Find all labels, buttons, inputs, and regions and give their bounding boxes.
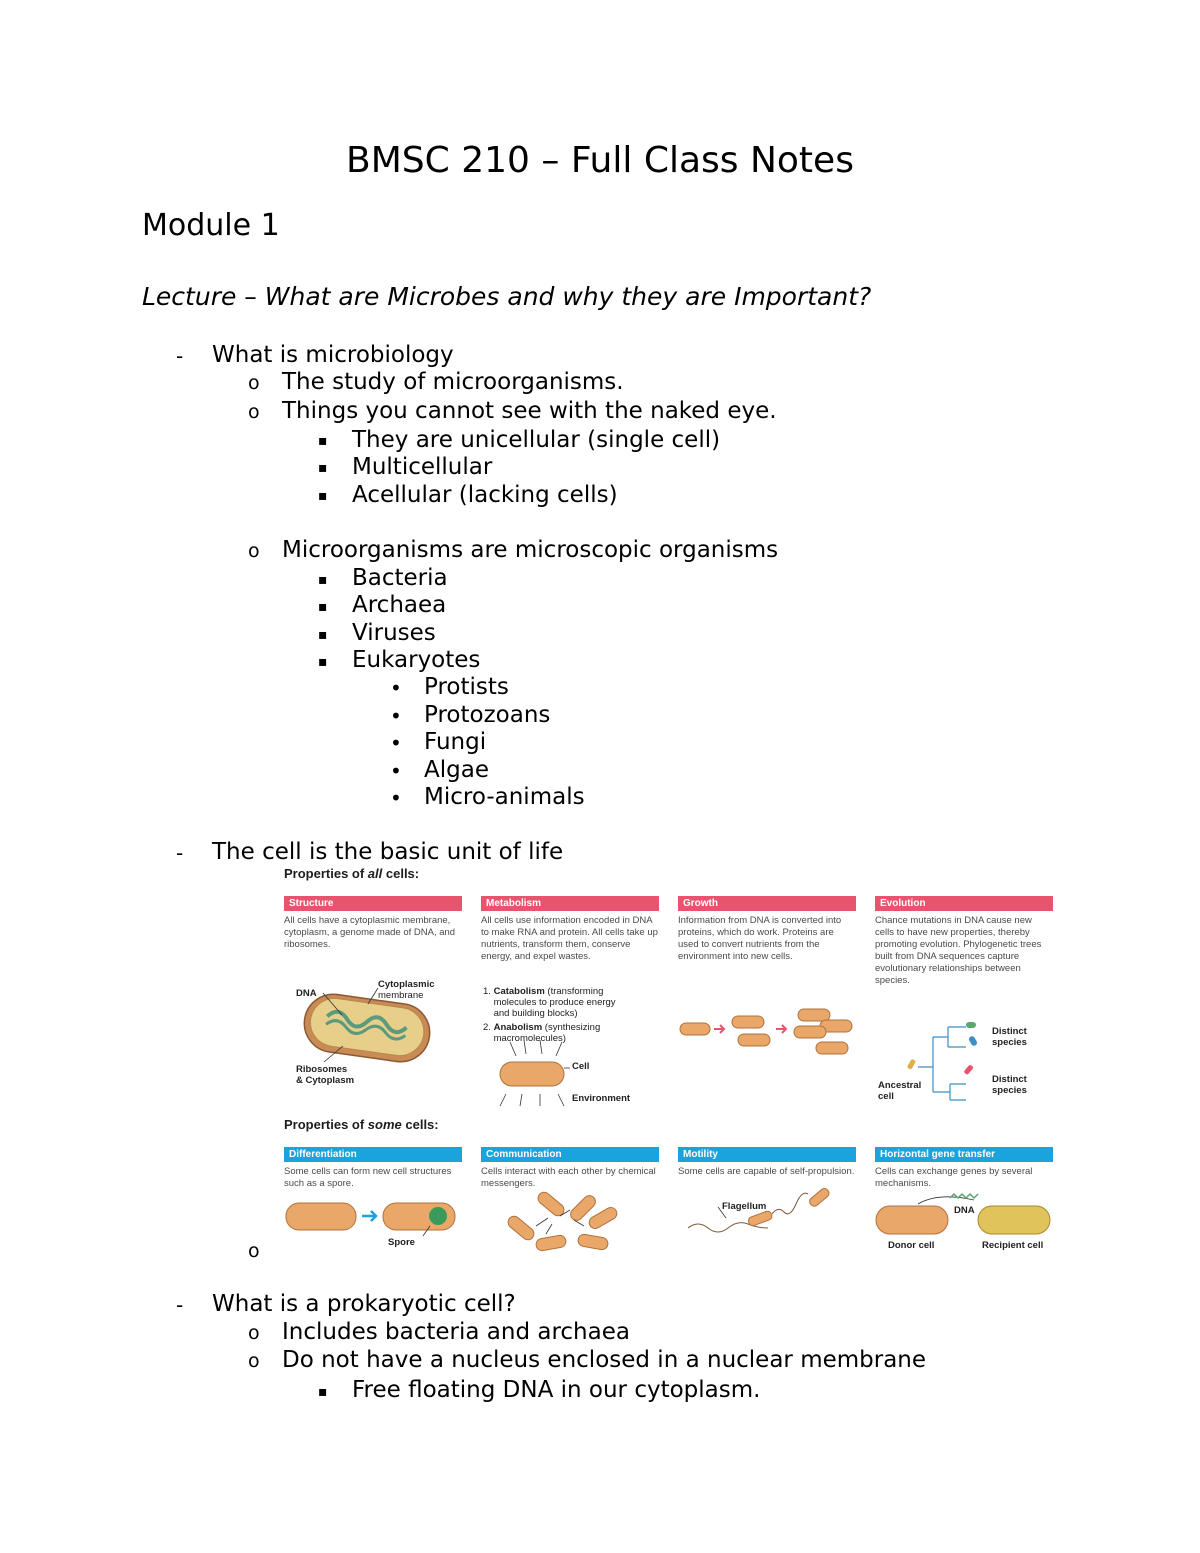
label-flagellum (722, 1201, 766, 1212)
label-text: cell (878, 1091, 894, 1102)
cell-properties-figure (278, 862, 1058, 1262)
label-dna-transfer (954, 1205, 975, 1216)
label-text: Ribosomes (296, 1064, 348, 1075)
module-heading: Module 1 (142, 208, 280, 243)
circle-bullet: o (248, 401, 260, 423)
list-item: The study of microorganisms. (282, 369, 624, 395)
list-item: Archaea (352, 592, 447, 618)
panel-communication (481, 1147, 659, 1190)
document-title: BMSC 210 – Full Class Notes (346, 140, 854, 181)
label-text: Distinct (992, 1026, 1027, 1037)
panel-title: Motility (678, 1147, 856, 1162)
list-item: Protists (424, 674, 509, 700)
square-bullet: ▪ (318, 627, 328, 643)
square-bullet: ▪ (318, 1384, 328, 1400)
square-bullet: ▪ (318, 488, 328, 504)
list-item: Includes bacteria and archaea (282, 1319, 630, 1345)
list-item: What is microbiology (212, 342, 454, 368)
list-item: Viruses (352, 620, 436, 646)
label-distinct-species-2 (992, 1074, 1027, 1096)
panel-evolution (875, 896, 1053, 987)
label-text: membrane (378, 990, 424, 1001)
list-item: Multicellular (352, 454, 493, 480)
heading-part: Properties of (284, 866, 368, 881)
list-item: Fungi (424, 729, 487, 755)
panel-motility (678, 1147, 856, 1178)
label-text: macromolecules) (493, 1033, 566, 1044)
label-text: (transforming (544, 986, 604, 997)
heading-part: Properties of (284, 1117, 368, 1132)
panel-structure (284, 896, 462, 951)
label-text: DNA (296, 988, 317, 999)
dot-bullet: • (390, 786, 402, 810)
panel-text: Cells can exchange genes by several mechanisms. (875, 1166, 1033, 1189)
panel-title: Growth (678, 896, 856, 911)
circle-bullet: o (248, 372, 260, 394)
label-text: Spore (388, 1237, 415, 1248)
label-text: species (992, 1085, 1027, 1096)
label-text: 1. (483, 986, 491, 997)
label-spore (388, 1237, 415, 1248)
list-item: What is a prokaryotic cell? (212, 1291, 516, 1317)
panel-title: Structure (284, 896, 462, 911)
dash-bullet: - (176, 841, 184, 865)
label-text: 2. (483, 1022, 491, 1033)
list-item: They are unicellular (single cell) (352, 427, 721, 453)
panel-text: Some cells can form new cell structures such as a spore. (284, 1166, 452, 1189)
label-text: Ancestral (878, 1080, 922, 1091)
label-dna (296, 988, 317, 999)
label-anabolism (483, 1022, 655, 1044)
panel-text: All cells use information encoded in DNA to make RNA and protein. All cells take up nutrients, transform them, conserve energy, and expel wastes. (481, 915, 658, 962)
label-text: Distinct (992, 1074, 1027, 1085)
label-text: Catabolism (493, 986, 545, 997)
dash-bullet: - (176, 344, 184, 368)
list-item: Acellular (lacking cells) (352, 482, 618, 508)
list-item: Things you cannot see with the naked eye. (282, 398, 777, 424)
label-text: Cytoplasmic (378, 979, 435, 990)
circle-bullet: o (248, 1322, 260, 1344)
panel-title: Horizontal gene transfer (875, 1147, 1053, 1162)
label-ancestral-cell (878, 1080, 921, 1102)
dot-bullet: • (390, 676, 402, 700)
label-recipient-cell (982, 1240, 1043, 1251)
panel-text: Chance mutations in DNA cause new cells to have new properties, thereby promoting evolution. Phylogenetic trees built from DNA sequences capture evolutionary relationships between species. (875, 915, 1042, 986)
label-text: Flagellum (722, 1201, 767, 1212)
panel-growth (678, 896, 856, 963)
heading-emphasis: some (367, 1117, 402, 1132)
circle-bullet: o (248, 1240, 260, 1262)
label-text: species (992, 1037, 1027, 1048)
label-cytoplasmic-membrane (378, 979, 435, 1001)
list-item: Algae (424, 757, 489, 783)
panel-title: Differentiation (284, 1147, 462, 1162)
label-text: & Cytoplasm (296, 1075, 355, 1086)
list-item: Eukaryotes (352, 647, 481, 673)
square-bullet: ▪ (318, 433, 328, 449)
panel-horizontal-gene-transfer (875, 1147, 1053, 1190)
panel-text: Information from DNA is converted into proteins, which do work. Proteins are used to convert nutrients from the environment into new cells. (678, 915, 842, 962)
label-distinct-species (992, 1026, 1027, 1048)
label-catabolism (483, 986, 655, 1019)
communication-cells-drawing (506, 1190, 619, 1252)
figure-heading-all (284, 866, 419, 881)
panel-differentiation (284, 1147, 462, 1190)
label-donor-cell (888, 1240, 934, 1251)
panel-text: All cells have a cytoplasmic membrane, cytoplasm, a genome made of DNA, and ribosomes. (284, 915, 456, 950)
differentiation-cells-drawing (286, 1203, 455, 1236)
list-item: Micro-animals (424, 784, 585, 810)
label-text: molecules to produce energy (493, 997, 616, 1008)
panel-text: Cells interact with each other by chemical messengers. (481, 1166, 656, 1189)
list-item: Free floating DNA in our cytoplasm. (352, 1377, 761, 1403)
panel-text: Some cells are capable of self-propulsion. (678, 1166, 855, 1177)
list-item: Do not have a nucleus enclosed in a nuclear membrane (282, 1347, 927, 1373)
dot-bullet: • (390, 704, 402, 728)
figure-heading-some (284, 1117, 439, 1132)
square-bullet: ▪ (318, 654, 328, 670)
label-text: Cell (572, 1061, 590, 1072)
panel-title: Evolution (875, 896, 1053, 911)
circle-bullet: o (248, 1350, 260, 1372)
list-item: Bacteria (352, 565, 448, 591)
heading-part: cells: (382, 866, 420, 881)
label-text: DNA (954, 1205, 975, 1216)
label-text: Donor cell (888, 1240, 935, 1251)
label-text: Environment (572, 1093, 631, 1104)
dot-bullet: • (390, 731, 402, 755)
dot-bullet: • (390, 759, 402, 783)
heading-emphasis: all (367, 866, 383, 881)
label-environment (572, 1093, 630, 1104)
square-bullet: ▪ (318, 599, 328, 615)
dash-bullet: - (176, 1293, 184, 1317)
label-text: Recipient cell (982, 1240, 1044, 1251)
square-bullet: ▪ (318, 572, 328, 588)
list-item: Protozoans (424, 702, 551, 728)
panel-title: Metabolism (481, 896, 659, 911)
label-text: and building blocks) (493, 1008, 578, 1019)
label-text: (synthesizing (542, 1022, 601, 1033)
square-bullet: ▪ (318, 460, 328, 476)
circle-bullet: o (248, 540, 260, 562)
panel-title: Communication (481, 1147, 659, 1162)
lecture-heading: Lecture – What are Microbes and why they are Important? (142, 282, 872, 311)
panel-metabolism (481, 896, 659, 963)
label-cell (572, 1061, 589, 1072)
list-item: Microorganisms are microscopic organisms (282, 537, 779, 563)
list-item: The cell is the basic unit of life (212, 839, 564, 865)
label-text: Anabolism (493, 1022, 543, 1033)
label-ribosomes (296, 1064, 354, 1086)
heading-part: cells: (401, 1117, 439, 1132)
